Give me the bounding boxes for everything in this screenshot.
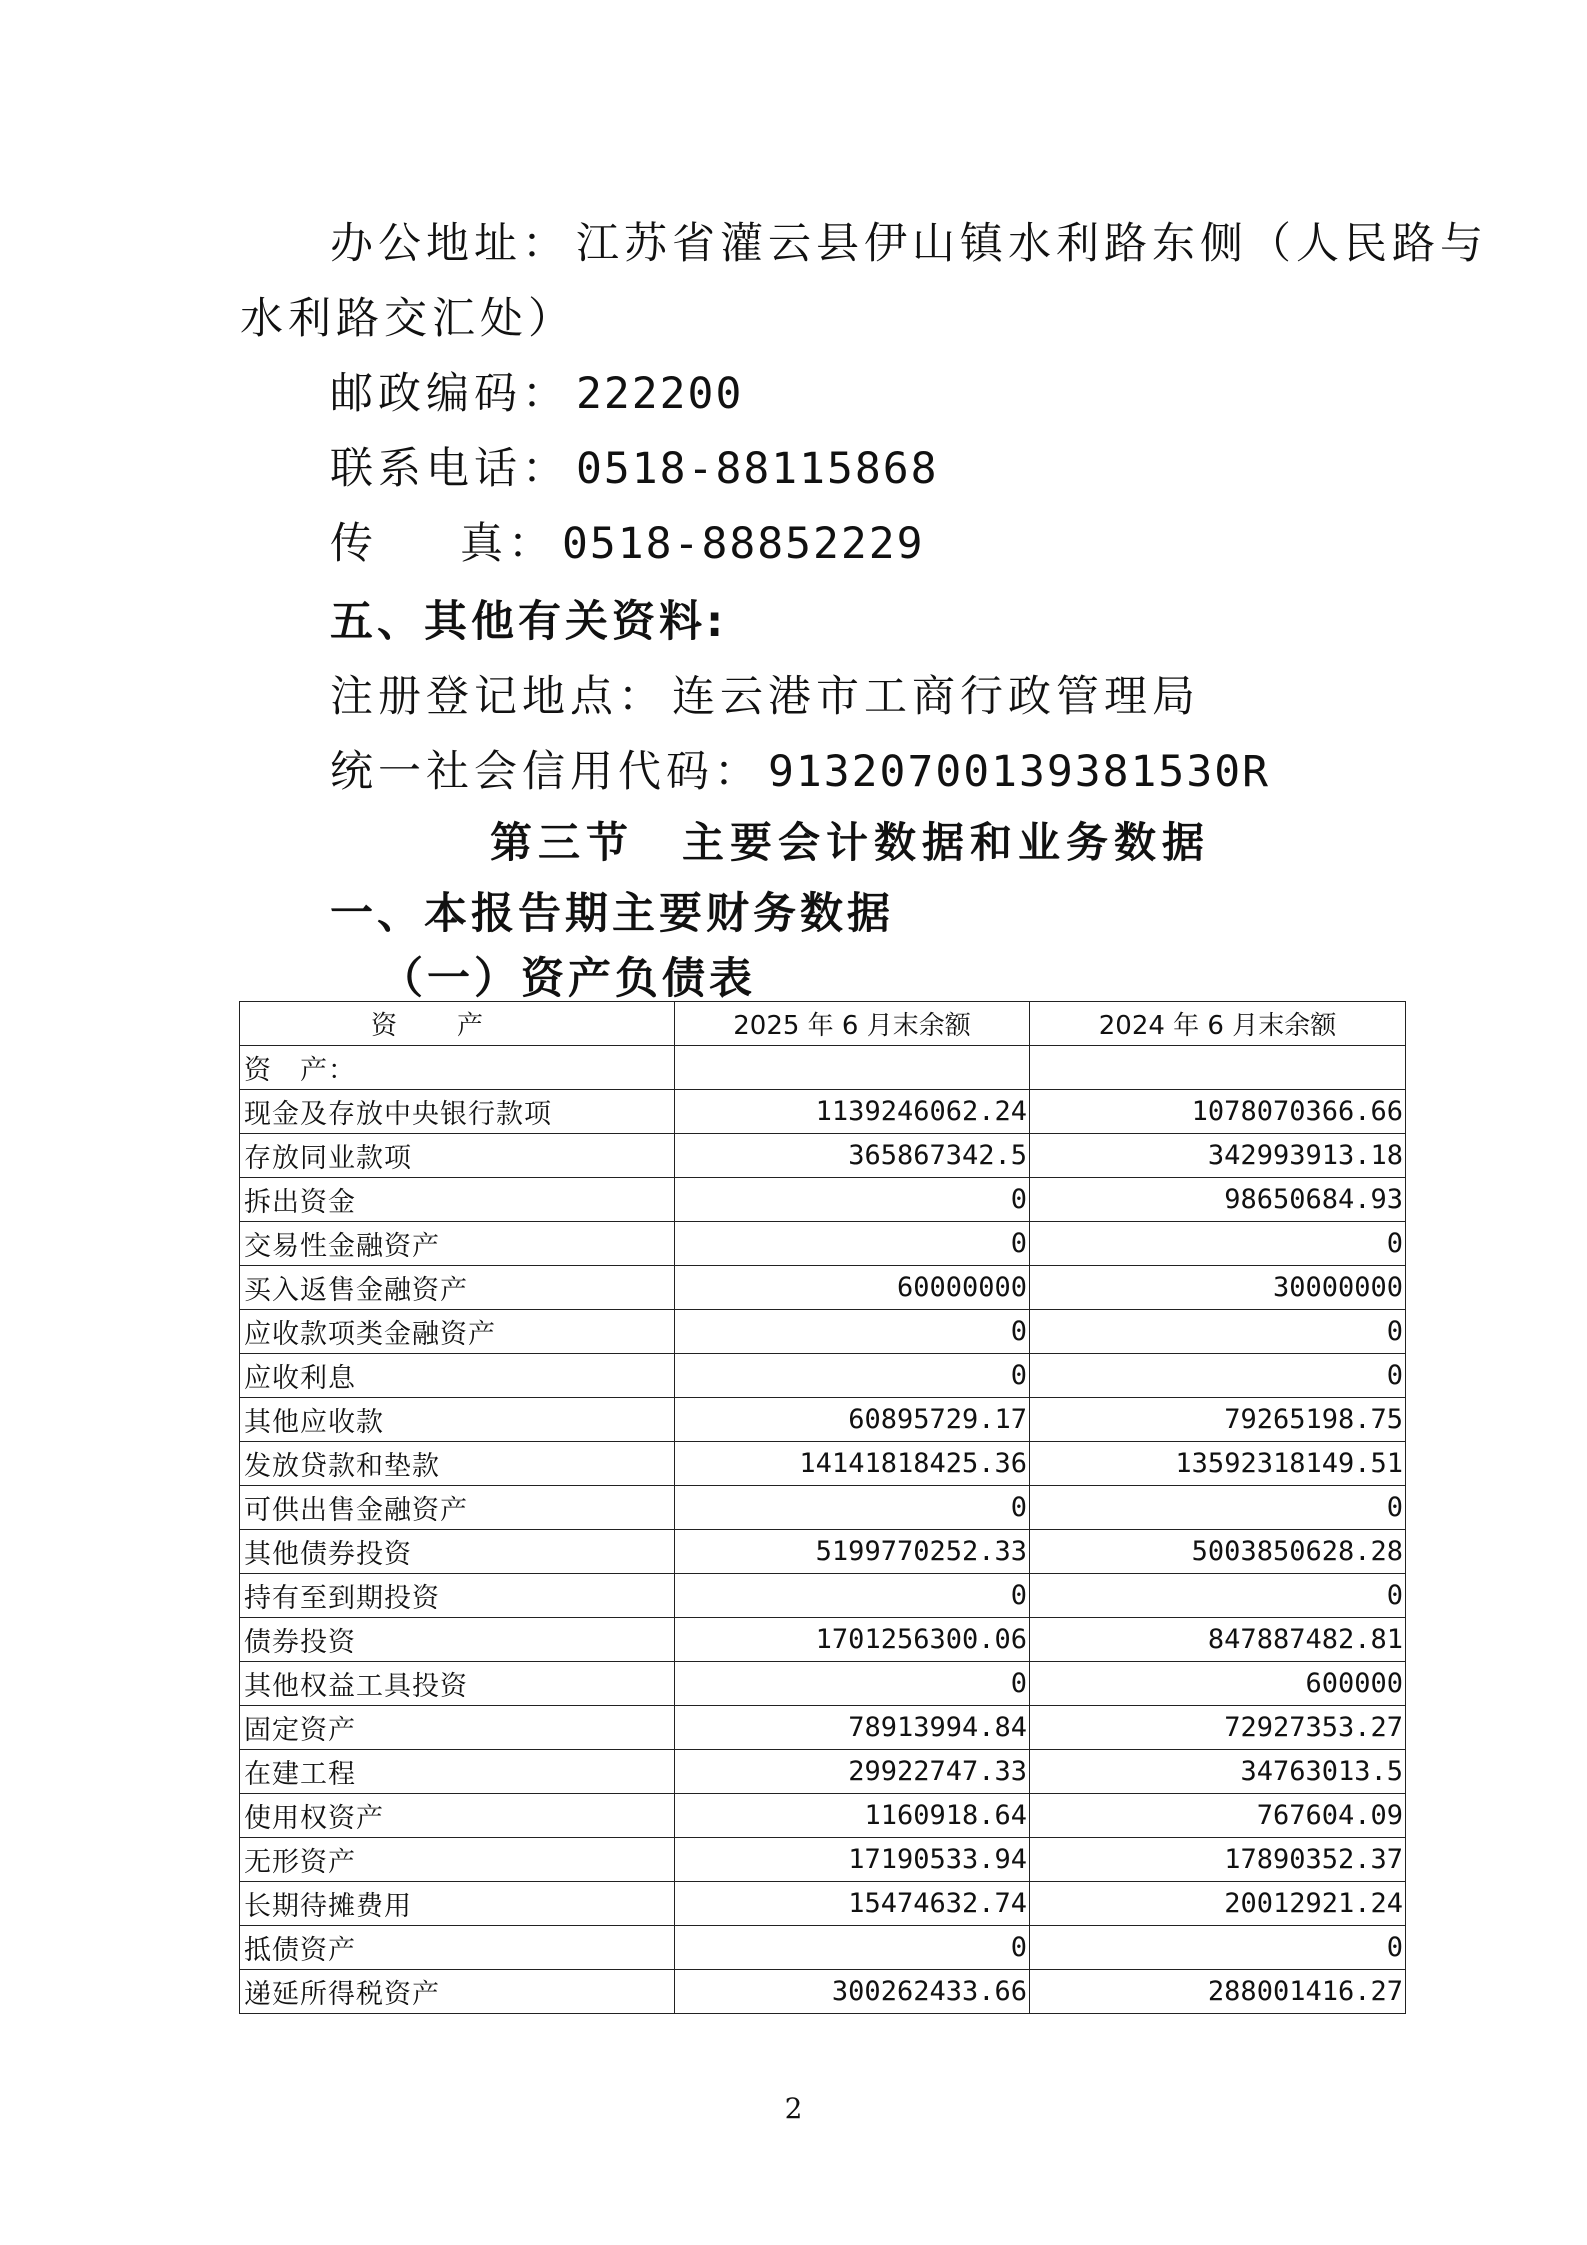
row-value-2024: 98650684.93 bbox=[1030, 1178, 1406, 1222]
empty-cell bbox=[675, 1046, 1030, 1090]
registration-line bbox=[330, 663, 1200, 724]
row-value-2025: 0 bbox=[675, 1486, 1030, 1530]
credit-code-label: 统一社会信用代码 bbox=[330, 747, 714, 797]
credit-code-separator: ： bbox=[714, 747, 762, 797]
row-value-2024: 13592318149.51 bbox=[1030, 1442, 1406, 1486]
row-value-2025: 1160918.64 bbox=[675, 1794, 1030, 1838]
row-value-2024: 0 bbox=[1030, 1574, 1406, 1618]
empty-cell bbox=[1030, 1046, 1406, 1090]
row-value-2025: 0 bbox=[675, 1926, 1030, 1970]
row-value-2024: 5003850628.28 bbox=[1030, 1530, 1406, 1574]
fax-label-part1: 传 bbox=[330, 519, 378, 569]
balance-sheet-heading: （一）资产负债表 bbox=[380, 954, 756, 1004]
section-title-part2: 主要会计数据和业务数据 bbox=[682, 818, 1211, 867]
row-value-2024: 79265198.75 bbox=[1030, 1398, 1406, 1442]
row-value-2024: 847887482.81 bbox=[1030, 1618, 1406, 1662]
table-row bbox=[240, 1134, 1406, 1178]
row-value-2025: 5199770252.33 bbox=[675, 1530, 1030, 1574]
row-value-2025: 60000000 bbox=[675, 1266, 1030, 1310]
address-line bbox=[330, 210, 1488, 271]
section-label-row bbox=[240, 1046, 1406, 1090]
table-row bbox=[240, 1662, 1406, 1706]
phone-line bbox=[330, 435, 939, 496]
row-name: 应收款项类金融资产 bbox=[240, 1310, 675, 1354]
table-row bbox=[240, 1266, 1406, 1310]
row-value-2024: 20012921.24 bbox=[1030, 1882, 1406, 1926]
table-row bbox=[240, 1222, 1406, 1266]
row-value-2024: 1078070366.66 bbox=[1030, 1090, 1406, 1134]
row-value-2025: 0 bbox=[675, 1222, 1030, 1266]
section-title bbox=[490, 810, 1210, 870]
row-value-2025: 0 bbox=[675, 1662, 1030, 1706]
page-number: 2 bbox=[784, 2092, 803, 2125]
row-name: 持有至到期投资 bbox=[240, 1574, 675, 1618]
row-value-2024: 30000000 bbox=[1030, 1266, 1406, 1310]
header-2024: 2024 年 6 月末余额 bbox=[1030, 1002, 1406, 1046]
fax-label-part2: 真 bbox=[460, 519, 508, 569]
row-value-2025: 29922747.33 bbox=[675, 1750, 1030, 1794]
table-row bbox=[240, 1838, 1406, 1882]
section-label: 资 产： bbox=[240, 1046, 675, 1090]
address-value-line1: 江苏省灌云县伊山镇水利路东侧（人民路与 bbox=[576, 219, 1488, 269]
row-value-2024: 342993913.18 bbox=[1030, 1134, 1406, 1178]
row-name: 债券投资 bbox=[240, 1618, 675, 1662]
table-row bbox=[240, 1706, 1406, 1750]
header-2025: 2025 年 6 月末余额 bbox=[675, 1002, 1030, 1046]
row-name: 固定资产 bbox=[240, 1706, 675, 1750]
row-value-2025: 1701256300.06 bbox=[675, 1618, 1030, 1662]
row-value-2024: 0 bbox=[1030, 1486, 1406, 1530]
balance-sheet-table bbox=[239, 1001, 1406, 2014]
row-name: 可供出售金融资产 bbox=[240, 1486, 675, 1530]
row-value-2024: 72927353.27 bbox=[1030, 1706, 1406, 1750]
row-value-2024: 0 bbox=[1030, 1926, 1406, 1970]
row-value-2025: 0 bbox=[675, 1354, 1030, 1398]
row-name: 长期待摊费用 bbox=[240, 1882, 675, 1926]
phone-value: 0518-88115868 bbox=[576, 444, 939, 494]
section-title-part1: 第三节 bbox=[490, 818, 635, 867]
row-value-2025: 365867342.5 bbox=[675, 1134, 1030, 1178]
fax-separator: ： bbox=[508, 519, 556, 569]
row-name: 应收利息 bbox=[240, 1354, 675, 1398]
row-name: 递延所得税资产 bbox=[240, 1970, 675, 2014]
registration-value: 连云港市工商行政管理局 bbox=[672, 672, 1200, 722]
row-value-2025: 60895729.17 bbox=[675, 1398, 1030, 1442]
row-value-2024: 0 bbox=[1030, 1310, 1406, 1354]
postal-label: 邮政编码 bbox=[330, 369, 522, 419]
row-name: 交易性金融资产 bbox=[240, 1222, 675, 1266]
phone-label: 联系电话 bbox=[330, 444, 522, 494]
row-value-2025: 0 bbox=[675, 1574, 1030, 1618]
fax-line bbox=[330, 510, 925, 571]
table-row bbox=[240, 1442, 1406, 1486]
table-row bbox=[240, 1090, 1406, 1134]
row-value-2024: 0 bbox=[1030, 1354, 1406, 1398]
table-row bbox=[240, 1794, 1406, 1838]
postal-line bbox=[330, 360, 743, 421]
registration-label: 注册登记地点 bbox=[330, 672, 618, 722]
row-value-2025: 15474632.74 bbox=[675, 1882, 1030, 1926]
header-asset: 资产 bbox=[240, 1002, 675, 1046]
row-name: 其他权益工具投资 bbox=[240, 1662, 675, 1706]
row-name: 发放贷款和垫款 bbox=[240, 1442, 675, 1486]
table-row bbox=[240, 1750, 1406, 1794]
table-row bbox=[240, 1354, 1406, 1398]
row-value-2025: 78913994.84 bbox=[675, 1706, 1030, 1750]
row-value-2024: 0 bbox=[1030, 1222, 1406, 1266]
address-separator: ： bbox=[522, 219, 570, 269]
row-name: 抵债资产 bbox=[240, 1926, 675, 1970]
table-header-row bbox=[240, 1002, 1406, 1046]
row-value-2024: 17890352.37 bbox=[1030, 1838, 1406, 1882]
table-row bbox=[240, 1970, 1406, 2014]
table-row bbox=[240, 1574, 1406, 1618]
registration-separator: ： bbox=[618, 672, 666, 722]
postal-separator: ： bbox=[522, 369, 570, 419]
row-value-2024: 600000 bbox=[1030, 1662, 1406, 1706]
other-info-heading: 五、其他有关资料: bbox=[330, 597, 728, 647]
phone-separator: ： bbox=[522, 444, 570, 494]
row-value-2025: 0 bbox=[675, 1178, 1030, 1222]
row-value-2024: 767604.09 bbox=[1030, 1794, 1406, 1838]
row-value-2025: 14141818425.36 bbox=[675, 1442, 1030, 1486]
credit-code-value: 91320700139381530R bbox=[768, 747, 1270, 797]
address-label: 办公地址 bbox=[330, 219, 522, 269]
table-row bbox=[240, 1618, 1406, 1662]
row-name: 买入返售金融资产 bbox=[240, 1266, 675, 1310]
table-row bbox=[240, 1178, 1406, 1222]
table-row bbox=[240, 1882, 1406, 1926]
row-value-2025: 300262433.66 bbox=[675, 1970, 1030, 2014]
fax-value: 0518-88852229 bbox=[562, 519, 925, 569]
table-row bbox=[240, 1486, 1406, 1530]
row-name: 无形资产 bbox=[240, 1838, 675, 1882]
row-value-2024: 34763013.5 bbox=[1030, 1750, 1406, 1794]
financial-data-subheading: 一、本报告期主要财务数据 bbox=[330, 889, 894, 939]
row-name: 现金及存放中央银行款项 bbox=[240, 1090, 675, 1134]
row-name: 拆出资金 bbox=[240, 1178, 675, 1222]
table-row bbox=[240, 1530, 1406, 1574]
table-row bbox=[240, 1926, 1406, 1970]
row-name: 其他债券投资 bbox=[240, 1530, 675, 1574]
row-name: 存放同业款项 bbox=[240, 1134, 675, 1178]
credit-code-line bbox=[330, 738, 1270, 799]
row-name: 在建工程 bbox=[240, 1750, 675, 1794]
row-name: 其他应收款 bbox=[240, 1398, 675, 1442]
address-value-line2: 水利路交汇处） bbox=[240, 294, 576, 344]
postal-value: 222200 bbox=[576, 369, 744, 419]
row-name: 使用权资产 bbox=[240, 1794, 675, 1838]
row-value-2025: 0 bbox=[675, 1310, 1030, 1354]
address-continuation bbox=[240, 285, 576, 346]
table-row bbox=[240, 1310, 1406, 1354]
row-value-2024: 288001416.27 bbox=[1030, 1970, 1406, 2014]
row-value-2025: 1139246062.24 bbox=[675, 1090, 1030, 1134]
row-value-2025: 17190533.94 bbox=[675, 1838, 1030, 1882]
table-row bbox=[240, 1398, 1406, 1442]
